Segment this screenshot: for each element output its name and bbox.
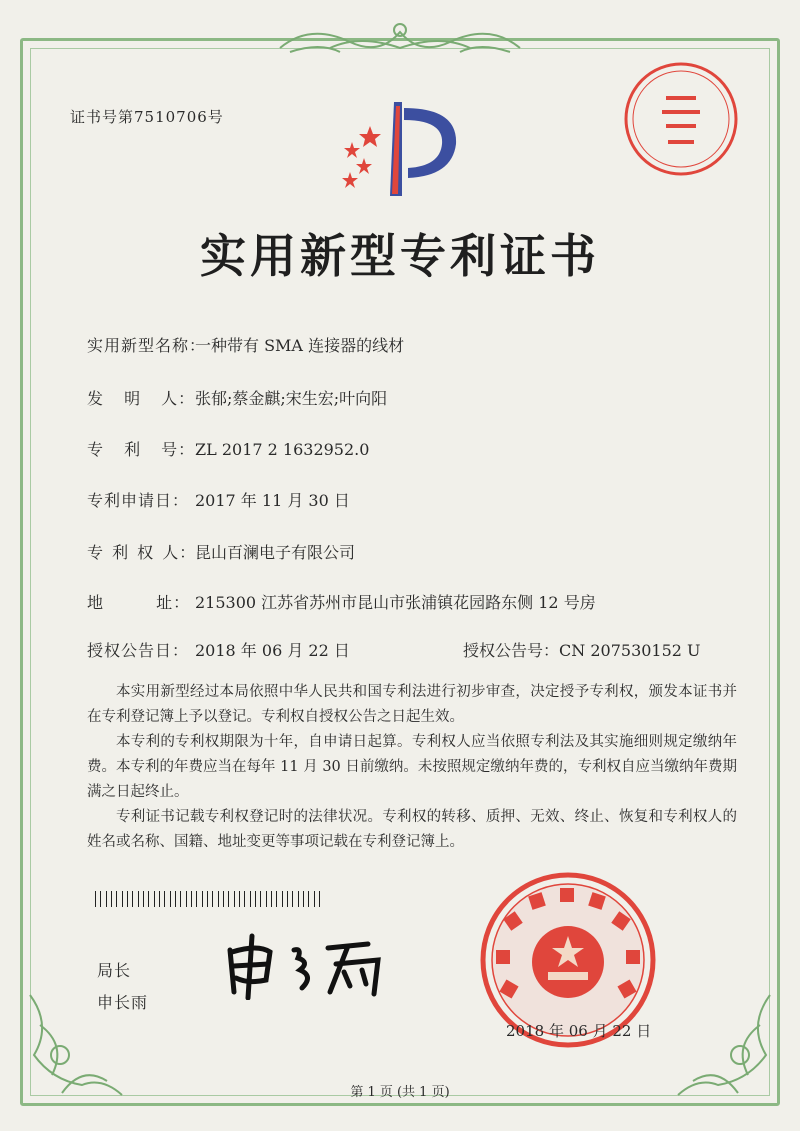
field-label: 地 址：: [87, 593, 191, 612]
tax-seal: [622, 60, 740, 178]
field-value: CN 207530152 U: [559, 641, 701, 660]
field-value: 张郁;蔡金麒;宋生宏;叶向阳: [195, 389, 388, 408]
field-value: 2018 年 06 月 22 日: [195, 641, 350, 660]
field-value: 昆山百澜电子有限公司: [195, 543, 356, 562]
field-label: 授权公告日：: [87, 641, 190, 660]
paragraph: 本实用新型经过本局依照中华人民共和国专利法进行初步审查，决定授予专利权，颁发本证书并在专利登记簿上予以登记。专利权自授权公告之日起生效。: [87, 684, 737, 725]
patent-office-logo-icon: [328, 98, 468, 202]
field-label: 专利申请日：: [87, 491, 190, 510]
certificate-number: 证书号第7510706号: [70, 108, 224, 126]
field-label: 授权公告号：: [463, 641, 560, 660]
top-ornament: [270, 18, 530, 60]
field-value: ZL 2017 2 1632952.0: [195, 440, 370, 459]
director-title: 局长: [97, 961, 132, 980]
field-label: 专 利 权 人：: [87, 543, 197, 562]
field-grant-date: [87, 638, 350, 661]
page-number: 第 1 页 (共 1 页): [350, 1085, 450, 1100]
field-patent-number: [87, 437, 369, 460]
director-signature: [218, 930, 418, 1000]
field-inventors: [87, 386, 387, 409]
paragraph: 本专利的专利权期限为十年，自申请日起算。专利权人应当依照专利法及其实施细则规定缴纳年费。本专利的年费应当在每年 11 月 30 日前缴纳。未按照规定缴纳年费的，专利权自应当缴纳年费期满之日起终止。: [87, 734, 737, 800]
paragraph: 专利证书记载专利权登记时的法律状况。专利权的转移、质押、无效、终止、恢复和专利权人的姓名或名称、国籍、地址变更等事项记载在专利登记簿上。: [87, 809, 737, 850]
director-name: 申长雨: [97, 993, 149, 1012]
field-application-date: [87, 488, 350, 511]
certificate-body: [87, 680, 737, 855]
field-address: [87, 590, 596, 613]
field-value: 215300 江苏省苏州市昆山市张浦镇花园路东侧 12 号房: [195, 593, 596, 612]
field-value: 2017 年 11 月 30 日: [195, 491, 350, 510]
seal-date: 2018 年 06 月 22 日: [506, 1022, 652, 1040]
certificate-title: 实用新型专利证书: [200, 229, 600, 283]
field-patentee: [87, 540, 355, 563]
field-utility-model-name: [87, 333, 404, 356]
field-value: 一种带有 SMA 连接器的线材: [195, 336, 405, 355]
field-label: 专 利 号：: [87, 440, 196, 459]
field-label: 发 明 人：: [87, 389, 196, 408]
field-label: 实用新型名称：: [87, 336, 207, 355]
barcode-icon: [95, 891, 325, 907]
field-announcement-number: [463, 638, 701, 661]
